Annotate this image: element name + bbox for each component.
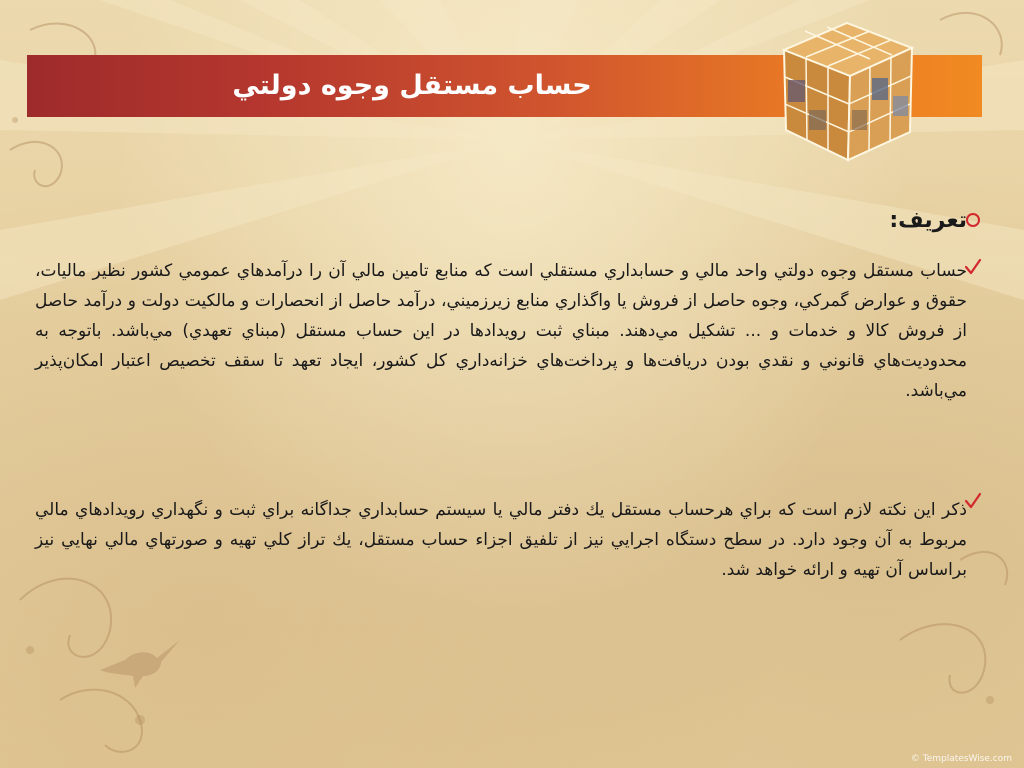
footer-credit: © TemplatesWise.com bbox=[910, 754, 1012, 764]
hummingbird-icon bbox=[95, 630, 185, 690]
paragraph-definition: حساب مستقل وجوه دولتي واحد مالي و حسابداري مستقلي است كه منابع تامين مالي آن را درآمدهاي عمومي كشور نظير ماليات، حقوق و عوارض گمركي، وجوه حاصل از فروش يا واگذاري منابع زيرزميني، درآمد حاصل از انحصارات و مالكيت دولت و درآمد حاصل از فروش كالا و خدمات و ... تشكيل مي‌دهند. مبناي ثبت رويدادها در اين حساب مستقل (مبناي تعهدي) مي‌باشد. باتوجه به محدوديت‌هاي قانوني و نقدي بودن دريافت‌ها و پرداخت‌هاي خزانه‌داري كل كشور، ايجاد تعهد تا سقف تخصيص اعتبار امكان‌پذير مي‌باشد. bbox=[35, 261, 967, 401]
paragraph-note: ذكر اين نكته لازم است كه براي هرحساب مستقل يك دفتر مالي يا سيستم حسابداري جداگانه براي ثبت و نگهداري رويدادهاي مالي مربوط به آن وجود دارد. در سطح دستگاه اجرايي نيز از تلفيق اجزاء حساب مستقل، يك تراز كلي تهيه و صورتهاي مالي نهايي نيز براساس آن تهيه و ارائه خواهد شد. bbox=[35, 500, 967, 580]
definition-heading: تعريف: bbox=[889, 208, 967, 233]
slide-title: حساب مستقل وجوه دولتي bbox=[232, 70, 592, 101]
circle-bullet-icon bbox=[966, 213, 980, 227]
photo-cube-icon bbox=[772, 18, 922, 168]
